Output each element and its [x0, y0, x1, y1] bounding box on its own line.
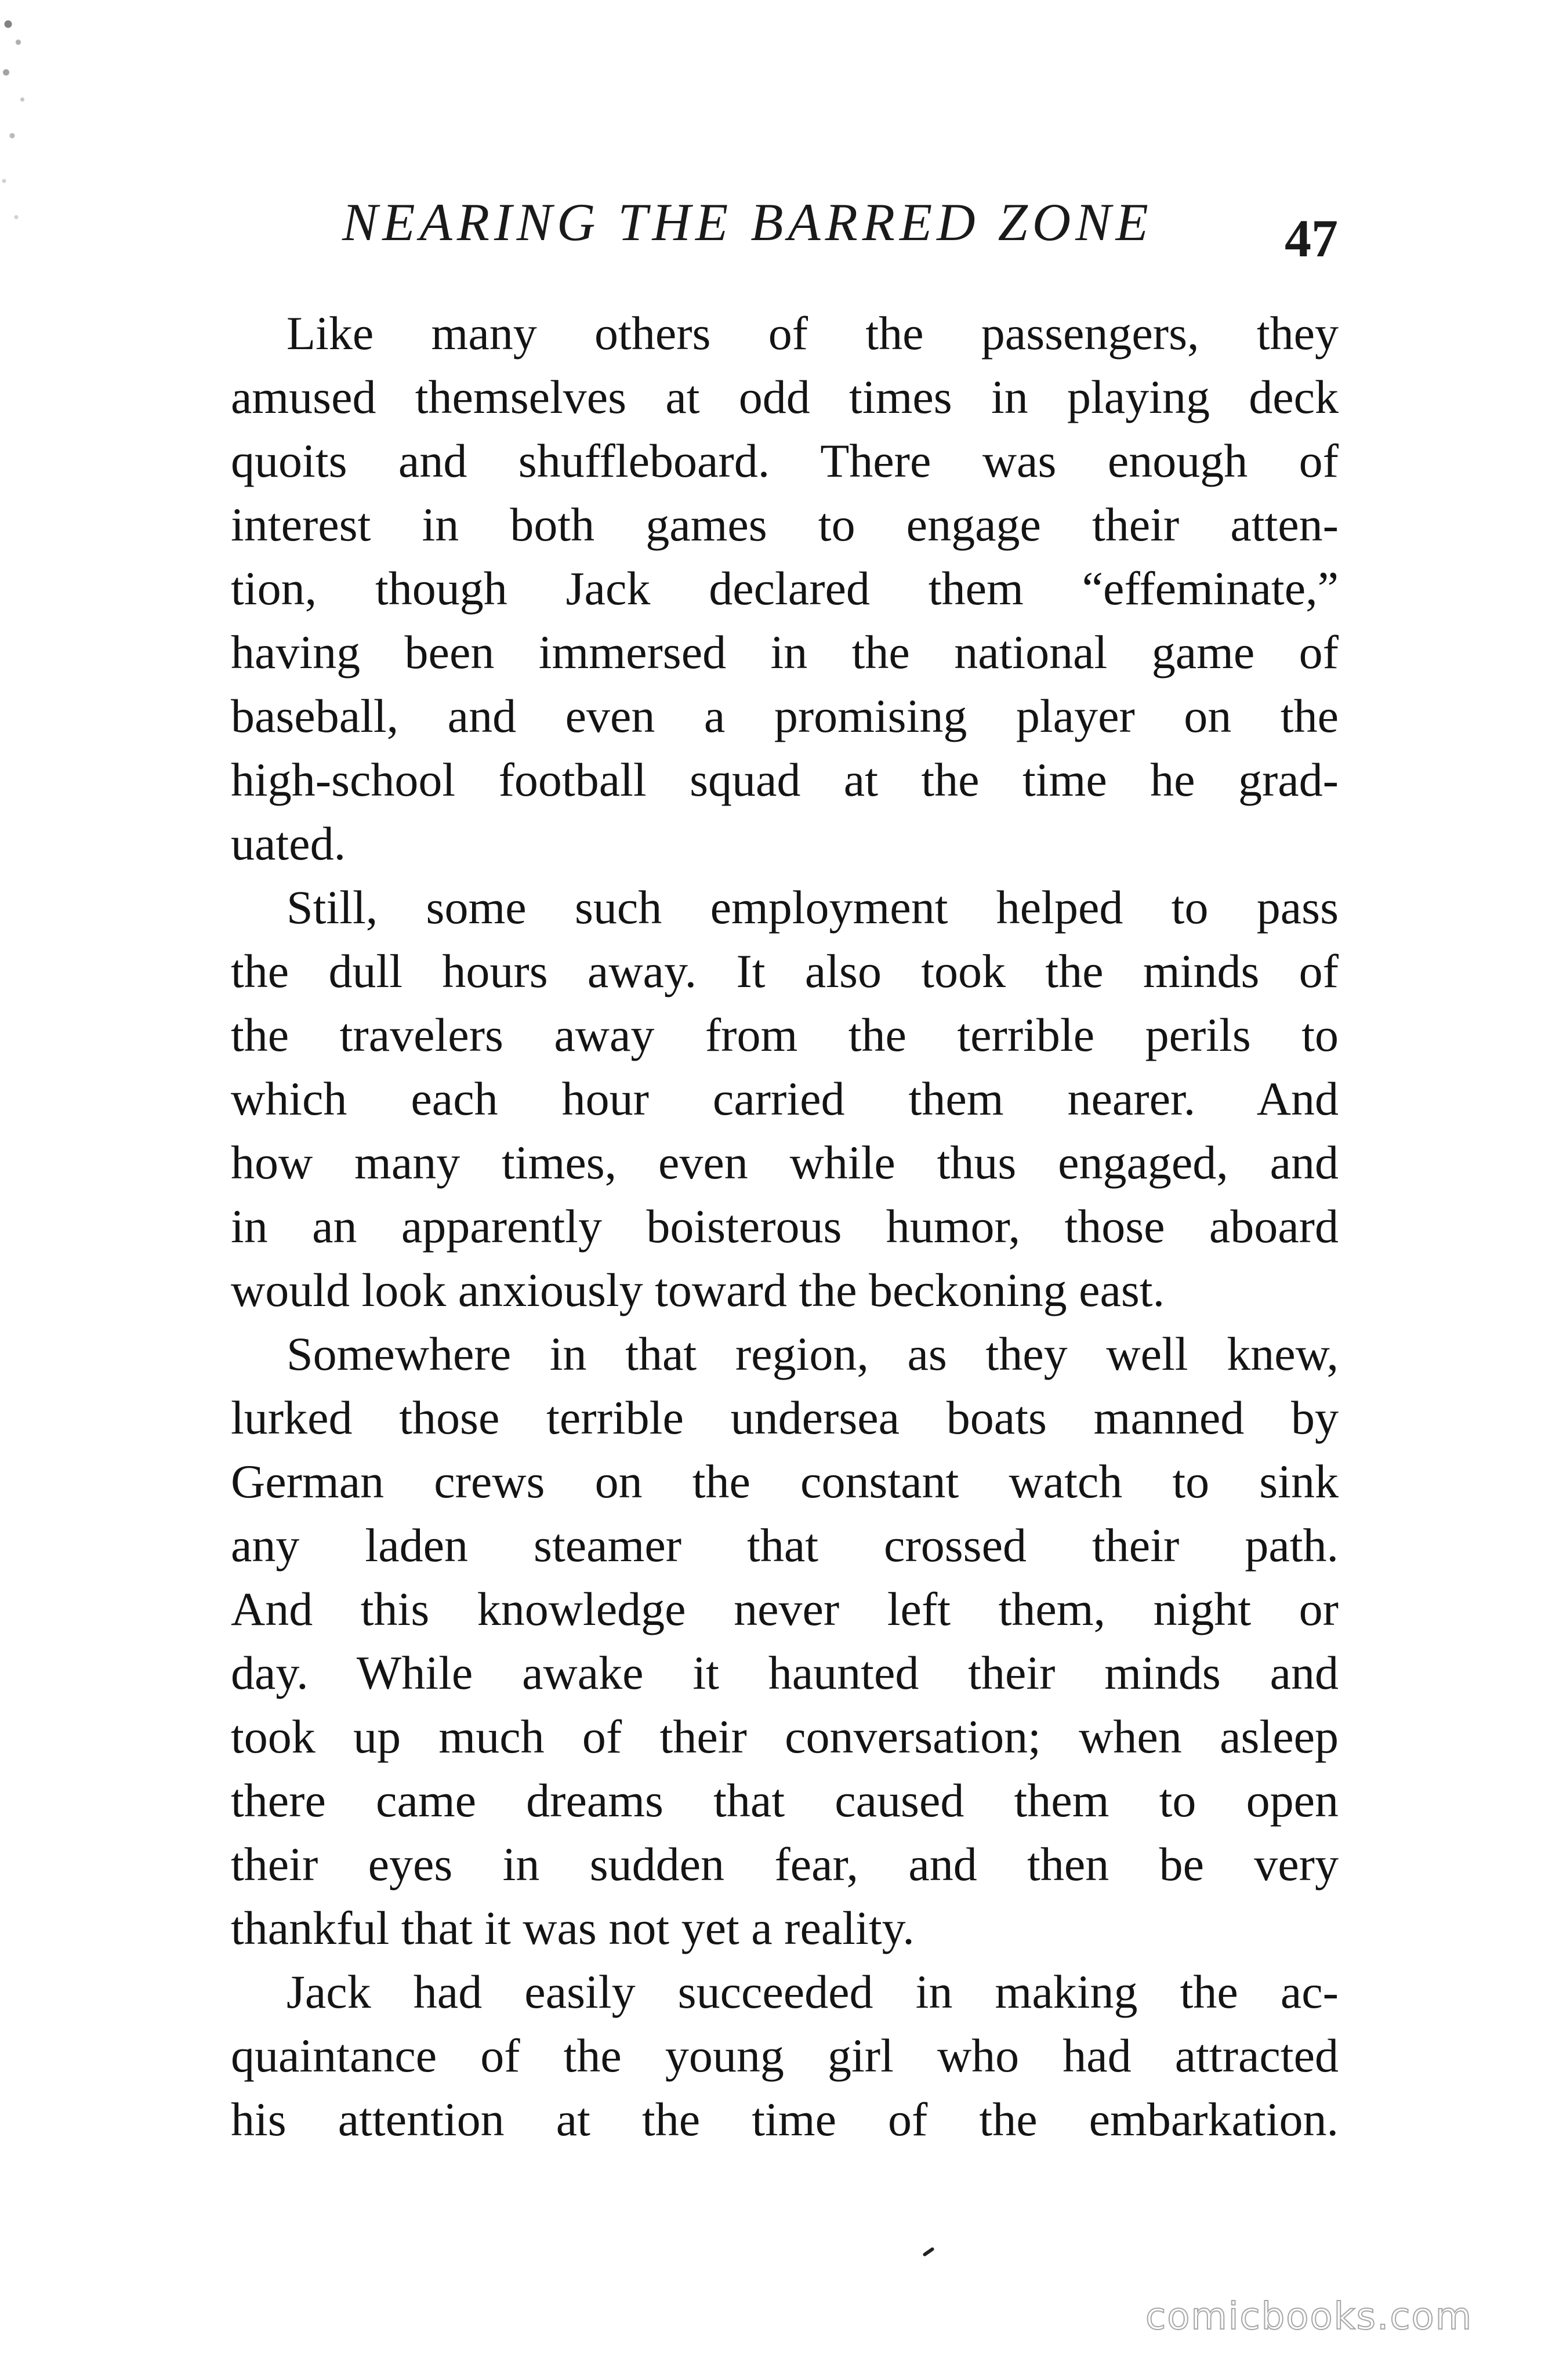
text-line: having been immersed in the national game of — [231, 626, 1339, 679]
text-line: his attention at the time of the embarkation. — [231, 2093, 1339, 2146]
text-line: their eyes in sudden fear, and then be very — [231, 1838, 1339, 1891]
text-line: took up much of their conversation; when asleep — [231, 1710, 1339, 1763]
text-line: which each hour carried them nearer. And — [231, 1072, 1339, 1125]
page-number: 47 — [1285, 209, 1338, 268]
text-line: the travelers away from the terrible perils to — [231, 1008, 1339, 1061]
text-line: lurked those terrible undersea boats manned by — [231, 1391, 1339, 1444]
watermark: comicbooks.com — [1145, 2295, 1473, 2338]
text-line: amused themselves at odd times in playing deck — [231, 371, 1339, 423]
text-line: how many times, even while thus engaged, and — [231, 1136, 1339, 1189]
text-line: baseball, and even a promising player on the — [231, 690, 1339, 742]
text-line: interest in both games to engage their atten- — [231, 498, 1339, 551]
text-line: there came dreams that caused them to open — [231, 1774, 1339, 1827]
text-line: quoits and shuffleboard. There was enough of — [231, 434, 1339, 487]
text-line: quaintance of the young girl who had attracted — [231, 2029, 1339, 2082]
text-line: any laden steamer that crossed their path. — [231, 1519, 1339, 1572]
running-head-title: NEARING THE BARRED ZONE — [342, 193, 1153, 252]
text-line: high-school football squad at the time he grad- — [231, 753, 1339, 806]
scan-speckle — [0, 0, 41, 302]
body-text — [231, 302, 1339, 2152]
text-line: uated. — [231, 817, 346, 870]
text-line: German crews on the constant watch to sink — [231, 1455, 1339, 1508]
text-line: would look anxiously toward the beckoning east. — [231, 1264, 1165, 1316]
text-line: the dull hours away. It also took the minds of — [231, 945, 1339, 997]
text-line: Still, some such employment helped to pass — [287, 881, 1339, 934]
text-line: Jack had easily succeeded in making the ac- — [287, 1965, 1339, 2018]
text-line: Somewhere in that region, as they well knew, — [287, 1327, 1339, 1380]
text-line: tion, though Jack declared them “effeminate,” — [231, 562, 1339, 615]
text-line: thankful that it was not yet a reality. — [231, 1902, 915, 1954]
text-line: day. While awake it haunted their minds and — [231, 1646, 1339, 1699]
text-line: Like many others of the passengers, they — [287, 307, 1339, 360]
text-line: in an apparently boisterous humor, those aboard — [231, 1200, 1339, 1253]
stray-ink-mark — [922, 2247, 934, 2257]
text-line: And this knowledge never left them, night or — [231, 1583, 1339, 1635]
